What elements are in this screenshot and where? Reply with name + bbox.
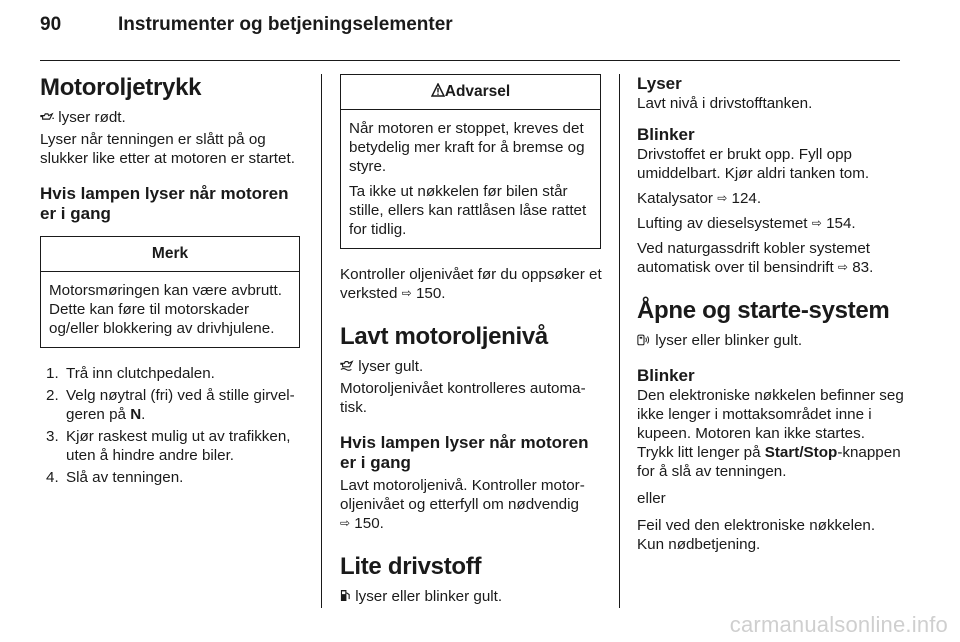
- key-paragraph: Den elektroniske nøkkelen befinner seg ikke lenger i mottaksområdet inne i kupeen. Motoren kan ikke startes. Trykk litt lenger på Start/Stop-knappen for å slå av tenningen.: [637, 387, 904, 480]
- indicator-text: lyser eller blinker gult.: [655, 332, 803, 349]
- section-heading-oil-pressure: Motoroljetrykk: [40, 74, 202, 101]
- paragraph: eller: [637, 490, 666, 507]
- low-oil-action: Lavt motoroljenivå. Kontroller motoroljenivået og etterfyll om nødvendig ⇨ 150.: [340, 477, 585, 532]
- page-reference: 150.: [415, 285, 446, 302]
- list-item: 3. Kjør raskest mulig ut av trafikken, uten å hindre andre biler.: [46, 428, 291, 464]
- note-body: Motorsmøringen kan være avbrutt. Dette kan føre til motorskader og/eller blokkering av drivhjulene.: [49, 282, 282, 337]
- subheading-blinker: Blinker: [637, 125, 695, 144]
- page-ref-arrow-icon: ⇨: [340, 516, 351, 530]
- subheading-lamp-on-running: Hvis lampen lyser når motoren er i gang: [40, 184, 289, 223]
- oil-level-icon: [340, 359, 354, 372]
- watermark: carmanualsonline.info: [729, 612, 948, 637]
- warning-paragraph: Ta ikke ut nøkkelen før bilen står stille, ellers kan rattlåsen låse rattet for tidlig.: [349, 183, 587, 238]
- page-reference: 154.: [826, 215, 856, 232]
- column-2: [340, 74, 602, 606]
- section-heading-keyless: Åpne og starte-system: [637, 297, 890, 324]
- oil-pressure-indicator-line: [40, 108, 304, 127]
- page-ref-arrow-icon: ⇨: [401, 286, 412, 300]
- paragraph: Feil ved den elektroniske nøkkelen. Kun nødbetjening.: [637, 517, 876, 553]
- subheading-blinker: Blinker: [637, 366, 695, 385]
- paragraph: Lavt nivå i drivstofftanken.: [637, 95, 813, 112]
- subheading-lamp-on-running: Hvis lampen lyser når motoren er i gang: [340, 433, 589, 472]
- section-heading-low-fuel: Lite drivstoff: [340, 553, 482, 580]
- section-heading-low-oil: Lavt motoroljenivå: [340, 323, 548, 350]
- check-paragraph: Kontroller oljenivået før du oppsøker et verksted ⇨ 150.: [340, 266, 602, 302]
- indicator-text: lyser rødt.: [58, 109, 126, 126]
- page-ref-arrow-icon: ⇨: [717, 191, 728, 205]
- page-header-title: Instrumenter og betjeningselementer: [118, 14, 453, 35]
- warning-title: Advarsel: [444, 83, 511, 100]
- header-rule: [40, 60, 900, 61]
- catalyst-reference: Katalysator ⇨ 124.: [637, 190, 762, 207]
- steps-list: [40, 364, 304, 487]
- subheading-lyser: Lyser: [637, 74, 682, 93]
- column-1: [40, 74, 304, 487]
- oil-can-icon: [40, 110, 54, 123]
- start-stop-label: Start/Stop: [764, 444, 838, 461]
- gas-paragraph: Ved naturgassdrift kobler systemet automatisk over til bensindrift ⇨ 83.: [637, 240, 874, 276]
- page-reference: 83.: [852, 259, 874, 276]
- key-indicator-line: [637, 331, 905, 350]
- page-reference: 150.: [354, 515, 384, 532]
- list-item: 2. Velg nøytral (fri) ved å stille girvelgeren på N.: [46, 387, 295, 423]
- fuel-indicator-line: [340, 587, 602, 606]
- list-item: 1. Trå inn clutchpedalen.: [46, 365, 215, 382]
- page-ref-arrow-icon: ⇨: [837, 260, 848, 274]
- list-item: 4. Slå av tenningen.: [46, 469, 184, 486]
- indicator-text: lyser gult.: [358, 358, 424, 375]
- paragraph: Drivstoffet er brukt opp. Fyll opp umiddelbart. Kjør aldri tanken tom.: [637, 146, 870, 182]
- warning-triangle-icon: [431, 83, 445, 97]
- page-reference: 124.: [731, 190, 762, 207]
- page-number: 90: [40, 14, 62, 35]
- paragraph: Lyser når tenningen er slått på og slukker like etter at motoren er startet.: [40, 131, 295, 167]
- indicator-text: lyser eller blinker gult.: [355, 588, 503, 605]
- column-3: [637, 74, 905, 554]
- column-divider: [619, 74, 620, 608]
- paragraph: Motoroljenivået kontrolleres automatisk.: [340, 380, 586, 416]
- note-title: Merk: [41, 237, 299, 272]
- low-oil-indicator-line: [340, 357, 602, 376]
- diesel-bleed-reference: Lufting av dieselsystemet ⇨ 154.: [637, 215, 856, 232]
- column-divider: [321, 74, 322, 608]
- electronic-key-icon: [637, 333, 651, 346]
- warning-paragraph: Når motoren er stoppet, kreves det betydelig mer kraft for å bremse og styre.: [349, 120, 585, 175]
- page-ref-arrow-icon: ⇨: [811, 216, 822, 230]
- warning-box: [340, 74, 601, 249]
- warning-header: [341, 75, 600, 110]
- note-box: [40, 236, 300, 348]
- fuel-pump-icon: [340, 589, 351, 602]
